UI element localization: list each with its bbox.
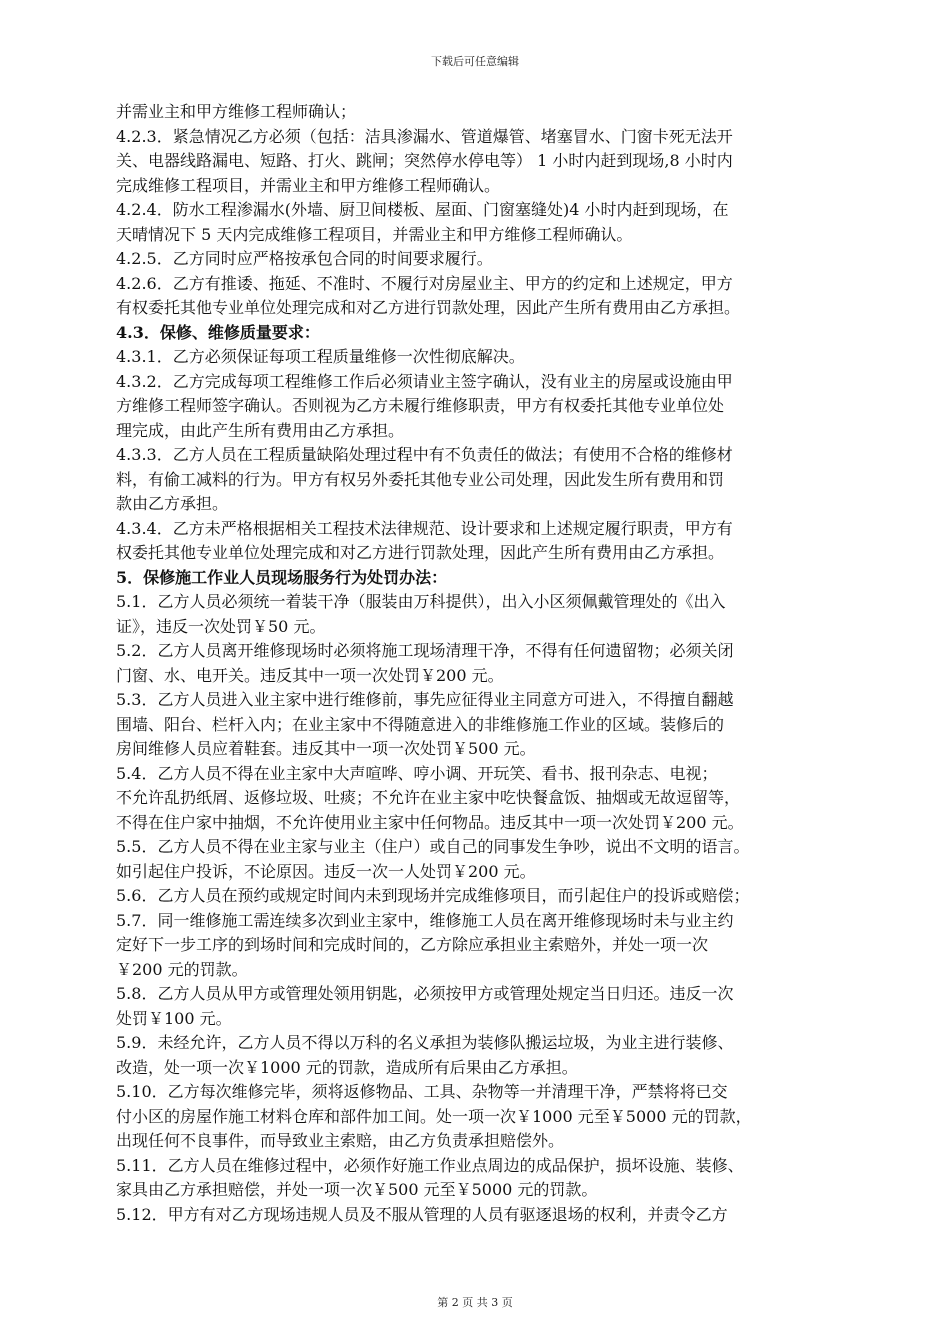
text-line: 5.3．乙方人员进入业主家中进行维修前，事先应征得业主同意方可进入，不得擅自翻越 <box>116 690 734 709</box>
text-line: 定好下一步工序的到场时间和完成时间的，乙方除应承担业主索赔外，并处一项一次 <box>116 935 709 954</box>
text-line: 不允许乱扔纸屑、返修垃圾、吐痰；不允许在业主家中吃快餐盒饭、抽烟或无故逗留等， <box>116 788 741 807</box>
text-line: 证》，违反一次处罚￥50 元。 <box>116 616 326 636</box>
text-line: 不得在住户家中抽烟，不允许使用业主家中任何物品。违反其中一项一次处罚￥200 元。 <box>116 812 744 832</box>
text-line: 5.7．同一维修施工需连续多次到业主家中，维修施工人员在离开维修现场时未与业主约 <box>116 910 734 930</box>
text-line: 4.2.4．防水工程渗漏水(外墙、厨卫间楼板、屋面、门窗塞缝处)4 小时内赶到现场，在 <box>116 200 729 219</box>
text-line: 5.4．乙方人员不得在业主家中大声喧哗、哼小调、开玩笑、看书、报刊杂志、电视； <box>116 763 718 783</box>
text-line: 5.8．乙方人员从甲方或管理处领用钥匙，必须按甲方或管理处规定当日归还。违反一次 <box>116 984 734 1003</box>
page-number: 第 2 页 共 3 页 <box>437 1296 513 1309</box>
text-line: 天晴情况下 5 天内完成维修工程项目，并需业主和甲方维修工程师确认。 <box>116 224 633 244</box>
text-line: 4.2.3．紧急情况乙方必须（包括：洁具渗漏水、管道爆管、堵塞冒水、门窗卡死无法开 <box>116 126 733 146</box>
text-line: 款由乙方承担。 <box>116 494 229 513</box>
text-line: 料，有偷工减料的行为。甲方有权另外委托其他专业公司处理，因此发生所有费用和罚 <box>116 469 725 489</box>
text-line: 权委托其他专业单位处理完成和对乙方进行罚款处理，因此产生所有费用由乙方承担。 <box>116 543 725 562</box>
text-line: 5.9．未经允许，乙方人员不得以万科的名义承担为装修队搬运垃圾，为业主进行装修、 <box>116 1033 734 1052</box>
text-line: 4.3.2．乙方完成每项工程维修工作后必须请业主签字确认，没有业主的房屋或设施由甲 <box>116 371 733 391</box>
text-line: ￥200 元的罚款。 <box>116 959 248 979</box>
text-line: 门窗、水、电开关。违反其中一项一次处罚￥200 元。 <box>116 665 504 685</box>
section-heading-line: 5．保修施工作业人员现场服务行为处罚办法： <box>116 567 448 587</box>
text-line: 如引起住户投诉，不论原因。违反一次一人处罚￥200 元。 <box>116 861 536 881</box>
text-line: 5.1．乙方人员必须统一着装干净（服装由万科提供），出入小区须佩戴管理处的《出入 <box>116 592 726 611</box>
text-line: 理完成，由此产生所有费用由乙方承担。 <box>116 420 405 440</box>
text-line: 4.3.3．乙方人员在工程质量缺陷处理过程中有不负责任的做法；有使用不合格的维修材 <box>116 445 733 464</box>
text-line: 5.6．乙方人员在预约或规定时间内未到现场并完成维修项目，而引起住户的投诉或赔偿； <box>116 886 750 905</box>
text-line: 围墙、阳台、栏杆入内；在业主家中不得随意进入的非维修施工作业的区域。装修后的 <box>116 714 725 734</box>
text-line: 并需业主和甲方维修工程师确认； <box>116 102 357 121</box>
text-line: 家具由乙方承担赔偿，并处一项一次￥500 元至￥5000 元的罚款。 <box>116 1180 598 1199</box>
text-line: 方维修工程师签字确认。否则视为乙方未履行维修职责，甲方有权委托其他专业单位处 <box>116 396 725 415</box>
text-line: 5.10．乙方每次维修完毕，须将返修物品、工具、杂物等一并清理干净，严禁将将已交 <box>116 1082 728 1101</box>
document-body <box>116 100 858 1227</box>
text-line: 关、电器线路漏电、短路、打火、跳闸；突然停水停电等） 1 小时内赶到现场,8 小时内 <box>116 151 733 170</box>
text-line: 4.2.6．乙方有推诿、拖延、不准时、不履行对房屋业主、甲方的约定和上述规定，甲方 <box>116 273 733 293</box>
text-line: 完成维修工程项目，并需业主和甲方维修工程师确认。 <box>116 175 501 195</box>
page-header-note: 下载后可任意编辑 <box>431 55 519 68</box>
text-line: 房间维修人员应着鞋套。违反其中一项一次处罚￥500 元。 <box>116 739 536 758</box>
text-line: 付小区的房屋作施工材料仓库和部件加工间。处一项一次￥1000 元至￥5000 元的罚款， <box>116 1106 752 1126</box>
text-line: 出现任何不良事件，而导致业主索赔，由乙方负责承担赔偿外。 <box>116 1131 565 1150</box>
text-line: 4.2.5．乙方同时应严格按承包合同的时间要求履行。 <box>116 249 493 268</box>
text-line: 5.11．乙方人员在维修过程中，必须作好施工作业点周边的成品保护，损坏设施、装修、 <box>116 1155 744 1175</box>
text-line: 改造，处一项一次￥1000 元的罚款，造成所有后果由乙方承担。 <box>116 1057 578 1077</box>
text-line: 5.5．乙方人员不得在业主家与业主（住户）或自己的同事发生争吵，说出不文明的语言。 <box>116 837 750 856</box>
text-line: 4.3.4．乙方未严格根据相关工程技术法律规范、设计要求和上述规定履行职责，甲方有 <box>116 518 733 538</box>
section-heading-line: 4.3．保修、维修质量要求： <box>116 322 320 342</box>
text-line: 5.2．乙方人员离开维修现场时必须将施工现场清理干净，不得有任何遗留物；必须关闭 <box>116 641 734 660</box>
text-line: 4.3.1．乙方必须保证每项工程质量维修一次性彻底解决。 <box>116 347 525 366</box>
text-line: 处罚￥100 元。 <box>116 1008 232 1028</box>
text-line: 5.12．甲方有对乙方现场违规人员及不服从管理的人员有驱逐退场的权利，并责令乙方 <box>116 1204 728 1224</box>
text-line: 有权委托其他专业单位处理完成和对乙方进行罚款处理，因此产生所有费用由乙方承担。 <box>116 298 741 317</box>
